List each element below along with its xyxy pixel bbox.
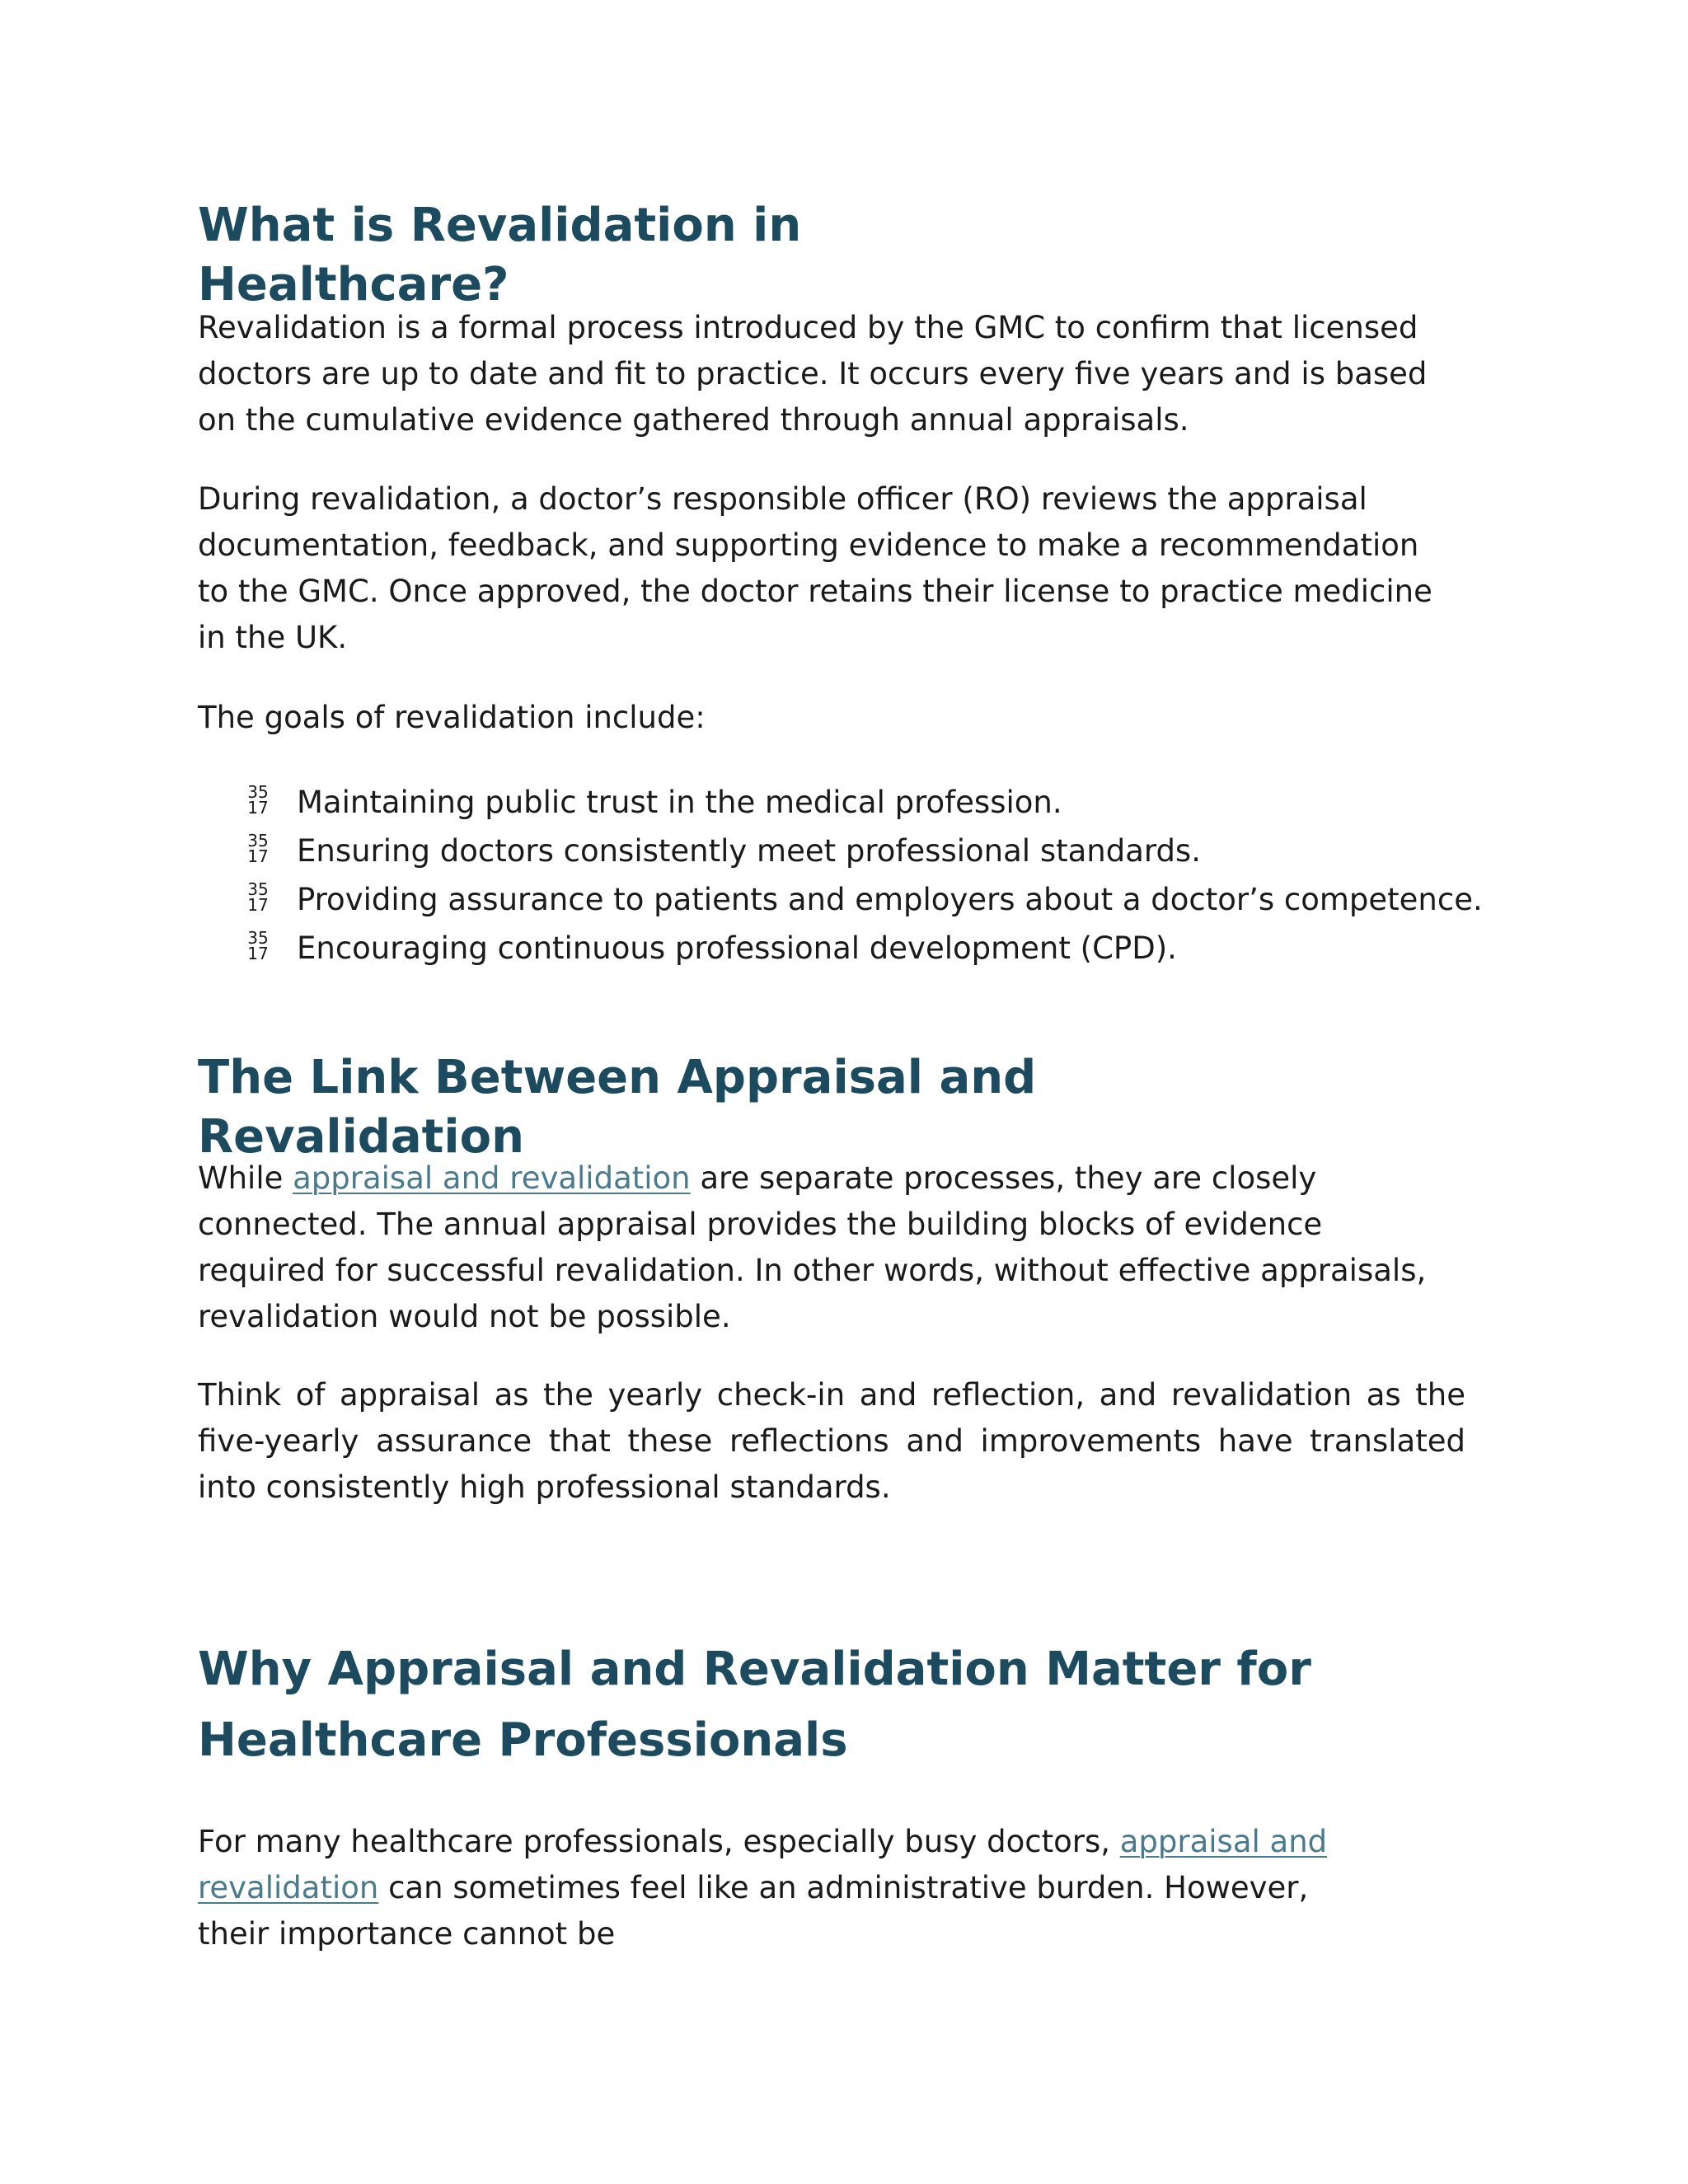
appraisal-revalidation-link[interactable]: appraisal and revalidation xyxy=(293,1160,691,1196)
bullet-icon xyxy=(246,833,270,865)
bullet-glyph-bottom: 17 xyxy=(247,895,269,915)
section-heading xyxy=(198,1048,1484,1167)
section-heading xyxy=(198,1634,1484,1776)
paragraph xyxy=(198,1372,1465,1511)
heading-line: Why Appraisal and Revalidation Matter for xyxy=(198,1643,1311,1696)
paragraph xyxy=(198,1155,1459,1340)
section-link-appraisal-revalidation xyxy=(198,1048,1484,1167)
section-heading xyxy=(198,196,1484,315)
bullet-glyph-bottom: 17 xyxy=(247,798,269,818)
paragraph xyxy=(198,695,1484,741)
list-item-text: Ensuring doctors consistently meet professional standards. xyxy=(297,833,1201,869)
list-item xyxy=(198,827,1582,875)
paragraph-text: During revalidation, a doctor’s responsible officer (RO) reviews the appraisal documentation, feedback, and supporting evidence to make a recommendation to the GMC. Once approved, the doctor retains their license to practice medicine in the UK. xyxy=(198,481,1432,655)
list-item xyxy=(198,875,1582,924)
paragraph xyxy=(198,305,1434,443)
list-item-text: Encouraging continuous professional development (CPD). xyxy=(297,930,1177,966)
goals-list xyxy=(99,778,1582,972)
goals-intro-text: The goals of revalidation include: xyxy=(198,700,706,735)
list-item-text: Providing assurance to patients and employers about a doctor’s competence. xyxy=(297,882,1483,917)
paragraph xyxy=(198,476,1434,661)
bullet-glyph-top: 35 xyxy=(247,928,269,948)
goals-list-wrapper xyxy=(99,778,1582,972)
heading-line: What is Revalidation in xyxy=(198,199,802,252)
heading-line: The Link Between Appraisal and xyxy=(198,1051,1037,1104)
paragraph-text: Think of appraisal as the yearly check-in and reflection, and revalidation as the five-yearly assurance that these reflections and improvements have translated into consistently high professional standards. xyxy=(198,1377,1465,1505)
appraisal-revalidation-link[interactable]: appraisal and revalidation xyxy=(198,1824,1328,1905)
bullet-glyph-top: 35 xyxy=(247,782,269,802)
heading-line: Healthcare? xyxy=(198,258,509,312)
bullet-icon xyxy=(246,782,270,818)
bullet-glyph-bottom: 17 xyxy=(247,846,269,866)
text-run: While xyxy=(198,1160,293,1196)
heading-line: Healthcare Professionals xyxy=(198,1713,848,1767)
text-run: can sometimes feel like an administrative burden. However, their importance cannot be xyxy=(198,1870,1309,1952)
text-run: For many healthcare professionals, especially busy doctors, xyxy=(198,1824,1120,1859)
bullet-glyph-top: 35 xyxy=(247,831,269,851)
bullet-glyph-top: 35 xyxy=(247,879,269,899)
list-item-text: Maintaining public trust in the medical profession. xyxy=(297,785,1062,820)
paragraph-text: Revalidation is a formal process introduced by the GMC to confirm that licensed doctors are up to date and fit to practice. It occurs every five years and is based on the cumulative evidence gathered through annual appraisals. xyxy=(198,310,1428,438)
paragraph xyxy=(198,1819,1352,1957)
section-what-is-revalidation xyxy=(198,196,1484,315)
bullet-icon xyxy=(246,879,270,915)
bullet-glyph-bottom: 17 xyxy=(247,944,269,963)
bullet-icon xyxy=(246,930,270,962)
heading-line: Revalidation xyxy=(198,1110,524,1164)
paragraph-text xyxy=(198,1819,1352,1957)
list-item xyxy=(198,778,1582,827)
section-why-it-matters xyxy=(198,1634,1484,1776)
text-run: are separate processes, they are closely connected. The annual appraisal provides the building blocks of evidence required for successful revalidation. In other words, without effective appraisals, revalidation would not be possible. xyxy=(198,1160,1427,1334)
list-item xyxy=(198,924,1582,972)
paragraph-text xyxy=(198,1155,1459,1340)
